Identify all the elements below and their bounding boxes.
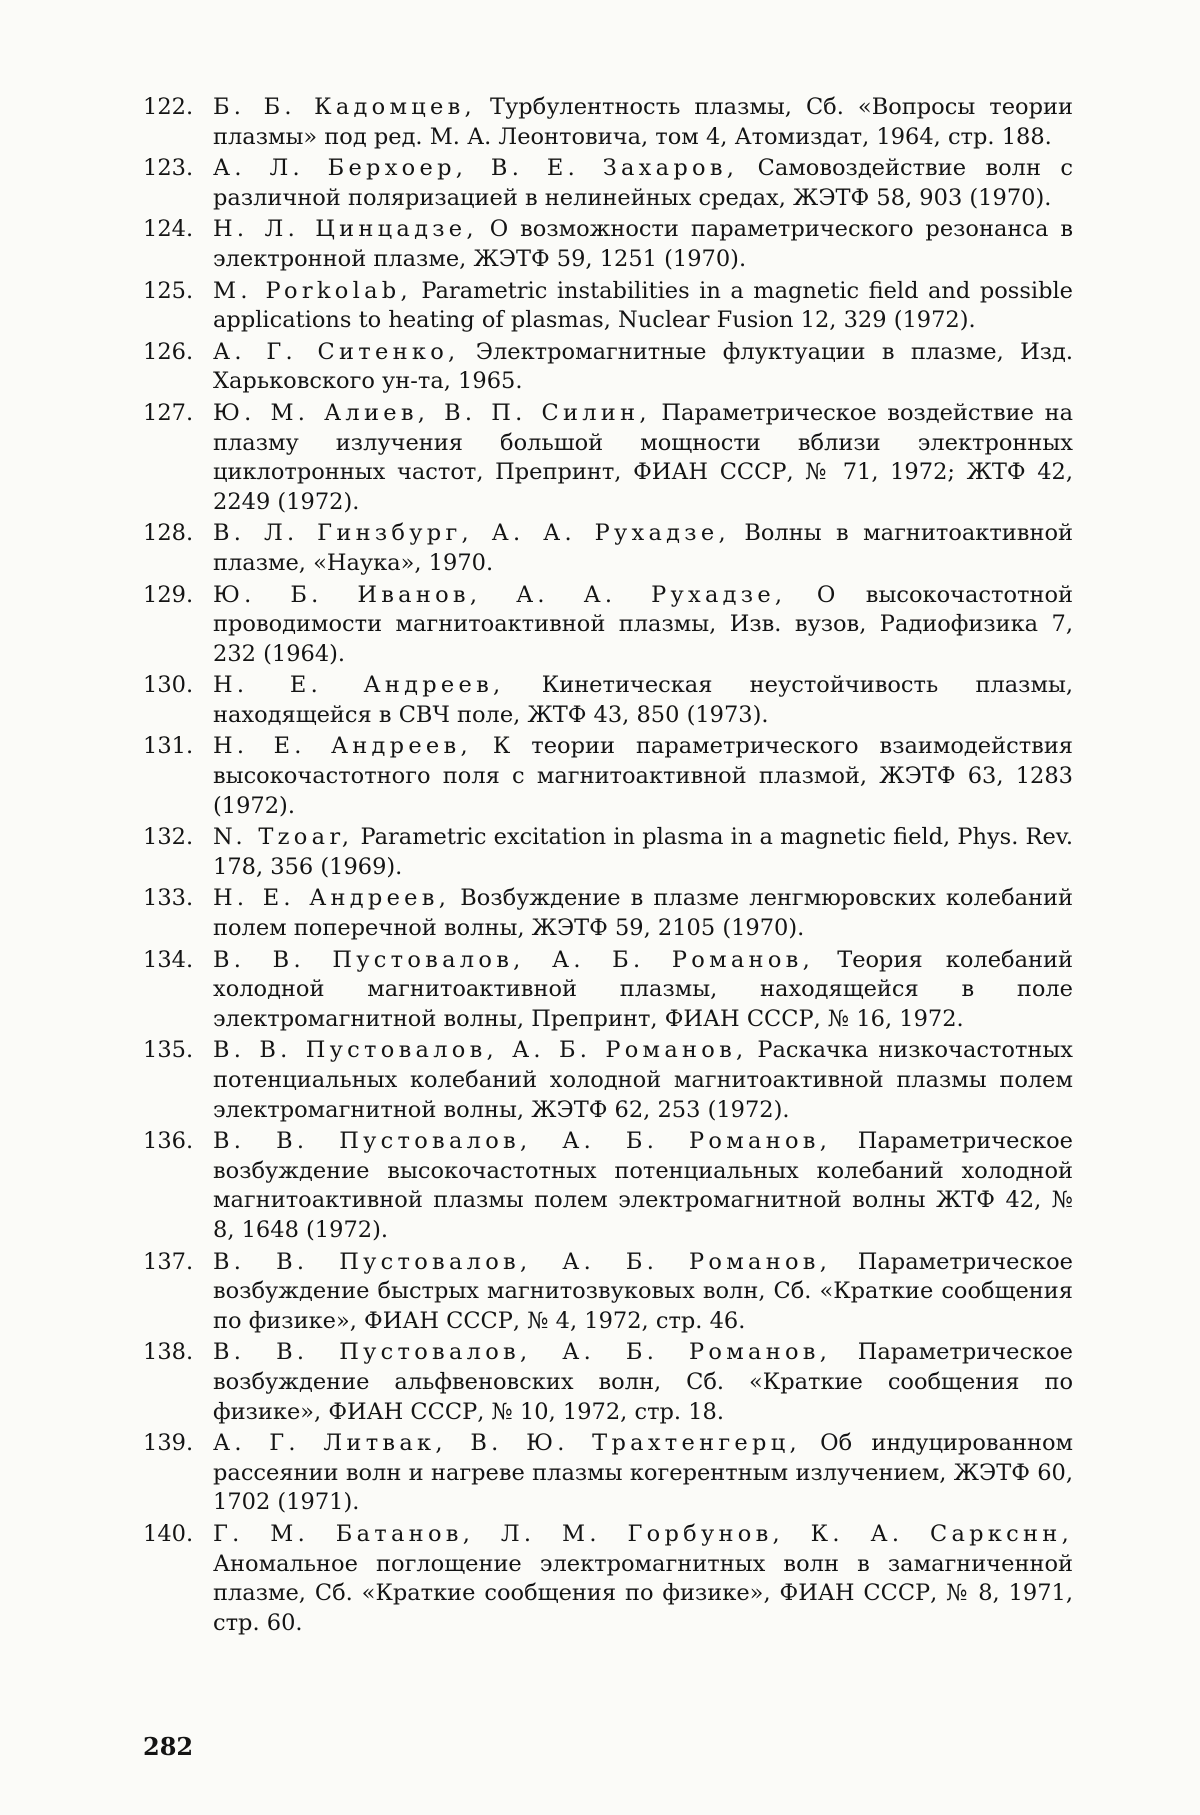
reference-number: 134. [143, 946, 194, 973]
reference-number: 133. [143, 885, 194, 912]
reference-number: 131. [143, 733, 194, 760]
reference-authors: В. Л. Гинзбург, А. А. Рухадзе, [213, 520, 730, 547]
reference-number: 138. [143, 1339, 194, 1366]
reference-authors: В. В. Пустовалов, А. Б. Романов, [213, 1128, 832, 1155]
reference-entry [143, 823, 1073, 882]
reference-authors: Г. М. Батанов, Л. М. Горбунов, К. А. Саркснн, [213, 1520, 1073, 1547]
reference-text: Турбулентность плазмы, Сб. «Вопросы теории плазмы» под ред. М. А. Леонтовича, том 4, Атомиздат, 1964, стр. 188. [213, 94, 1073, 150]
reference-number: 127. [143, 399, 194, 426]
reference-entry [143, 732, 1073, 821]
reference-authors: В. В. Пустовалов, А. Б. Романов, [213, 1248, 832, 1275]
page-number: 282 [143, 1732, 194, 1761]
reference-text: О возможности параметрического резонанса в электронной плазме, ЖЭТФ 59, 1251 (1970). [213, 216, 1073, 272]
reference-authors: M. Porkolab, [213, 277, 412, 304]
reference-text: О высокочастотной проводимости магнитоактивной плазмы, Изв. вузов, Радиофизика 7, 232 (1964). [213, 581, 1073, 667]
reference-number: 129. [143, 581, 194, 608]
reference-text: Параметрическое возбуждение альфвеновских волн, Сб. «Краткие сообщения по физике», ФИАН СССР, № 10, 1972, стр. 18. [213, 1339, 1073, 1425]
reference-entry [143, 581, 1073, 670]
reference-entry [143, 519, 1073, 578]
reference-authors: Ю. Б. Иванов, А. А. Рухадзе, [213, 581, 787, 608]
reference-list [143, 93, 1073, 1640]
reference-number: 139. [143, 1430, 194, 1457]
reference-text: Параметрическое возбуждение быстрых магнитозвуковых волн, Сб. «Краткие сообщения по физике», ФИАН СССР, № 4, 1972, стр. 46. [213, 1248, 1073, 1334]
reference-text: Аномальное поглощение электромагнитных волн в замагниченной плазме, Сб. «Краткие сообщения по физике», ФИАН СССР, № 8, 1971, стр. 60. [213, 1550, 1073, 1636]
reference-text: Волны в магнитоактивной плазме, «Наука», 1970. [213, 520, 1073, 576]
reference-text: Электромагнитные флуктуации в плазме, Изд. Харьковского ун-та, 1965. [213, 338, 1073, 395]
reference-entry [143, 1127, 1073, 1245]
reference-authors: Н. Е. Андреев, [213, 885, 451, 912]
reference-entry [143, 1248, 1073, 1337]
reference-authors: В. В. Пустовалов, А. Б. Романов, [213, 946, 815, 973]
reference-entry [143, 154, 1073, 213]
reference-authors: А. Г. Литвак, В. Ю. Трахтенгерц, [213, 1430, 801, 1457]
reference-number: 135. [143, 1037, 194, 1064]
reference-entry [143, 93, 1073, 152]
reference-text: Параметрическое воздействие на плазму излучения большой мощности вблизи электронных циклотронных частот, Препринт, ФИАН СССР, № 71, 1972; ЖТФ 42, 2249 (1972). [213, 399, 1073, 515]
reference-entry [143, 277, 1073, 336]
reference-text: Об индуцированном рассеянии волн и нагреве плазмы когерентным излучением, ЖЭТФ 60, 1702 (1971). [213, 1430, 1073, 1516]
reference-entry [143, 215, 1073, 274]
reference-number: 122. [143, 94, 194, 120]
reference-text: Теория колебаний холодной магнитоактивной плазмы, находящейся в поле электромагнитной волны, Препринт, ФИАН СССР, № 16, 1972. [213, 946, 1073, 1032]
reference-entry [143, 338, 1073, 397]
reference-entry [143, 1036, 1073, 1125]
reference-number: 124. [143, 216, 194, 243]
reference-number: 123. [143, 155, 194, 182]
reference-authors: Ю. М. Алиев, В. П. Силин, [213, 399, 651, 426]
reference-authors: В. В. Пустовалов, А. Б. Романов, [213, 1339, 832, 1366]
reference-entry [143, 671, 1073, 730]
reference-entry [143, 1338, 1073, 1427]
reference-authors: В. В. Пустовалов, А. Б. Романов, [213, 1037, 748, 1064]
reference-number: 136. [143, 1128, 194, 1155]
reference-authors: Б. Б. Кадомцев, [213, 94, 476, 120]
reference-number: 125. [143, 277, 194, 304]
reference-authors: А. Л. Берхоер, В. Е. Захаров, [213, 155, 739, 182]
reference-text: К теории параметрического взаимодействия высокочастотного поля с магнитоактивной плазмой, ЖЭТФ 63, 1283 (1972). [213, 733, 1074, 819]
reference-authors: Н. Е. Андреев, [213, 733, 472, 760]
reference-authors: N. Tzoar, [213, 824, 354, 851]
reference-entry [143, 1429, 1073, 1518]
reference-number: 126. [143, 338, 194, 365]
reference-number: 132. [143, 824, 194, 851]
reference-number: 137. [143, 1248, 194, 1275]
reference-authors: Н. Л. Цинцадзе, [213, 216, 478, 243]
reference-entry [143, 946, 1073, 1035]
reference-entry [143, 399, 1073, 517]
reference-text: Раскачка низкочастотных потенциальных колебаний холодной магнитоактивной плазмы полем электромагнитной волны, ЖЭТФ 62, 253 (1972). [213, 1037, 1073, 1123]
reference-text: Кинетическая неустойчивость плазмы, находящейся в СВЧ поле, ЖТФ 43, 850 (1973). [213, 672, 1074, 728]
reference-entry [143, 884, 1073, 943]
reference-authors: Н. Е. Андреев, [213, 672, 505, 699]
reference-number: 128. [143, 520, 194, 547]
reference-text: Parametric instabilities in a magnetic field and possible applications to heating of plasmas, Nuclear Fusion 12, 329 (1972). [213, 277, 1073, 334]
reference-text: Возбуждение в плазме ленгмюровских колебаний полем поперечной волны, ЖЭТФ 59, 2105 (1970). [213, 885, 1074, 942]
reference-number: 130. [143, 672, 194, 699]
reference-text: Parametric excitation in plasma in a magnetic field, Phys. Rev. 178, 356 (1969). [213, 824, 1073, 880]
reference-text: Параметрическое возбуждение высокочастотных потенциальных колебаний холодной магнитоактивной плазмы полем электромагнитной волны ЖТФ 42, № 8, 1648 (1972). [213, 1128, 1073, 1243]
reference-text: Самовоздействие волн с различной поляризацией в нелинейных средах, ЖЭТФ 58, 903 (1970). [213, 155, 1073, 211]
reference-number: 140. [143, 1520, 194, 1547]
reference-authors: А. Г. Ситенко, [213, 338, 460, 365]
reference-entry [143, 1520, 1073, 1638]
